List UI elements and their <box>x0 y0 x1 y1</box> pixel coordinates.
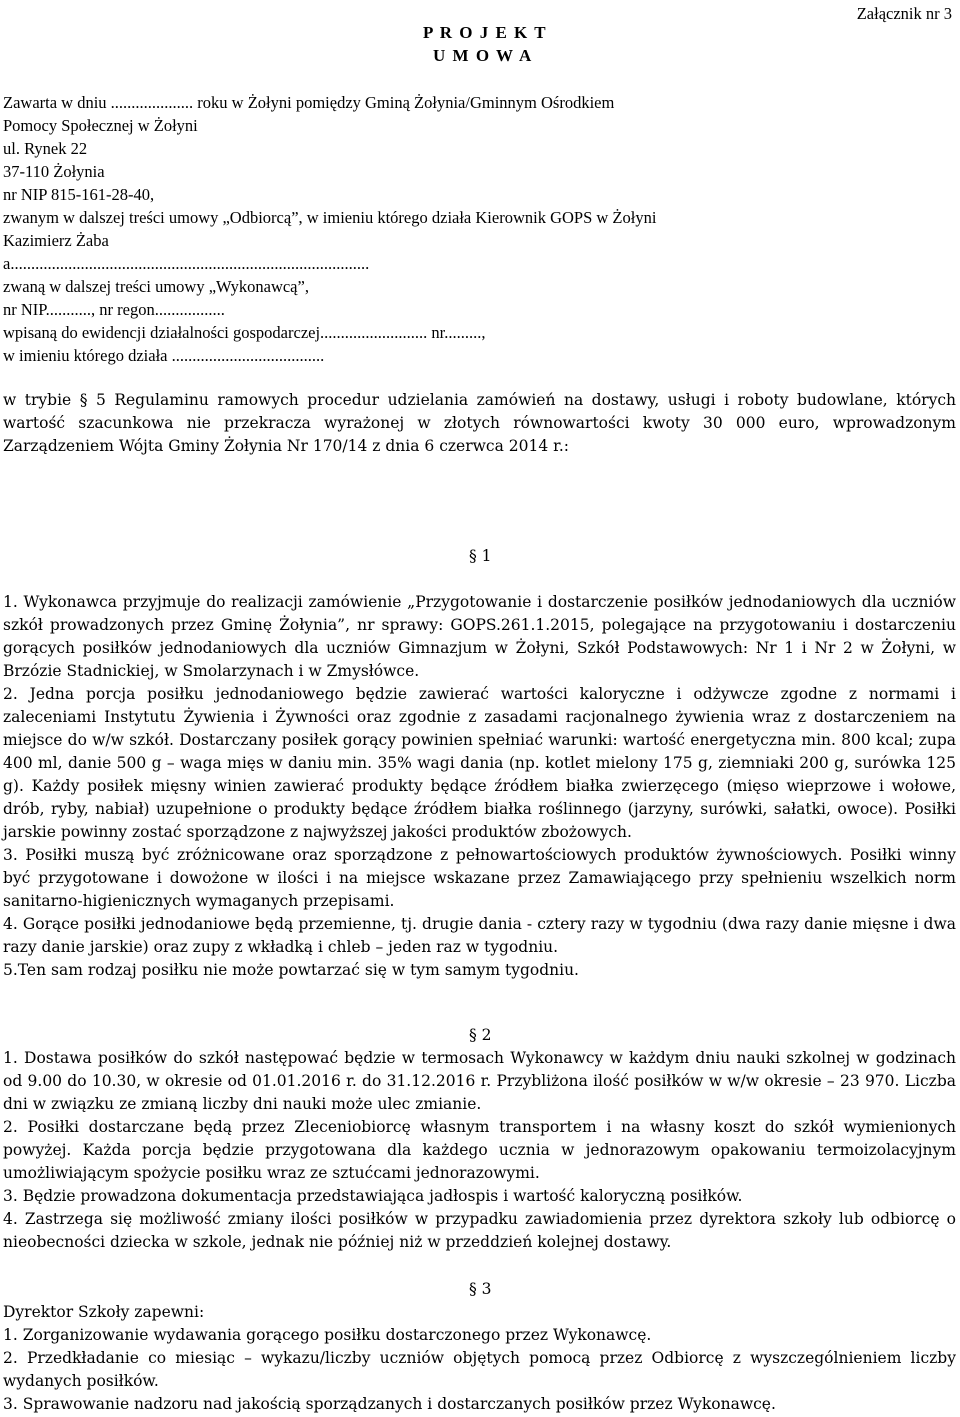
parties-line: Pomocy Społecznej w Żołyni <box>3 116 198 135</box>
section-paragraph: 1. Dostawa posiłków do szkół następować będzie w termosach Wykonawcy w każdym dniu nauki szkolnej w godzinach od 9.00 do 10.30, w okresie od 01.01.2016 r. do 31.12.2016 r. Przybliżona ilość posiłków w w/w okresie – 23 970. Liczba dni w związku ze zmianą liczby dni nauki może ulec zmianie. <box>3 1049 956 1113</box>
parties-line: zwanym w dalszej treści umowy „Odbiorcą”, w imieniu którego działa Kierownik GOPS w Żołyni <box>3 208 657 227</box>
section-3-body <box>3 1301 956 1416</box>
parties-line: Kazimierz Żaba <box>3 231 109 250</box>
parties-block <box>3 91 956 367</box>
section-1-body <box>3 591 956 982</box>
section-paragraph: 1. Wykonawca przyjmuje do realizacji zamówienie „Przygotowanie i dostarczenie posiłków jednodaniowych dla uczniów szkół prowadzonych przez Gminę Żołynia”, nr sprawy: GOPS.261.1.2015, polegające na przygotowaniu i dostarczeniu gorących posiłków jednodaniowych dla uczniów Gimnazjum w Żołyni, Szkół Podstawowych: Nr 1 i Nr 2 w Żołyni, w Brzózie Stadnickiej, w Smolarzynach i w Zmysłówce. <box>3 593 956 680</box>
section-paragraph: 5.Ten sam rodzaj posiłku nie może powtarzać się w tym samym tygodniu. <box>3 961 579 979</box>
section-heading-3: § 3 <box>469 1280 492 1298</box>
intro-text: w trybie § 5 Regulaminu ramowych procedur udzielania zamówień na dostawy, usługi i roboty budowlane, których wartość szacunkowa nie przekracza wyrażonej w złotych równowartości kwoty 30 000 euro, wprowadzonym Zarządzeniem Wójta Gminy Żołynia Nr 170/14 z dnia 6 czerwca 2014 r.: <box>3 391 956 455</box>
attachment-label: Załącznik nr 3 <box>856 4 952 23</box>
section-heading-1: § 1 <box>469 547 492 565</box>
intro-paragraph <box>3 389 956 458</box>
section-paragraph: 2. Jedna porcja posiłku jednodaniowego będzie zawierać wartości kaloryczne i odżywcze zgodne z normami i zaleceniami Instytutu Żywienia i Żywności oraz zgodnie z zasadami racjonalnego żywienia wraz z dostarczeniem na miejsce do w/w szkół. Dostarczany posiłek gorący powinien spełniać warunki: wartość energetyczna min. 800 kcal; zupa 400 ml, danie 500 g – waga mięs w daniu min. 35% wagi dania (np. kotlet mielony 175 g, ziemniaki 200 g, surówka 125 g). Każdy posiłek mięsny winien zawierać produkty będące źródłem białka zwierzęcego (mięso wieprzowe i wołowe, drób, ryby, nabiał) uzupełnione o produkty będące źródłem białka roślinnego (jarzyny, surówki, sałatki, owoce). Posiłki jarskie powinny zostać sporządzone z najwyższej jakości produktów zbożowych. <box>3 685 956 841</box>
parties-line: w imieniu którego działa ..................................... <box>3 346 325 365</box>
section-paragraph: 4. Zastrzega się możliwość zmiany ilości posiłków w przypadku zawiadomienia przez dyrektora szkoły lub odbiorcę o nieobecności dziecka w szkole, jednak nie później niż w przeddzień kolejnej dostawy. <box>3 1210 956 1251</box>
parties-line: Zawarta w dniu .................... roku w Żołyni pomiędzy Gminą Żołynia/Gminnym Ośrodkiem <box>3 93 615 112</box>
parties-line: a....................................................................................... <box>3 254 370 273</box>
section-heading-2: § 2 <box>469 1026 492 1044</box>
title-projekt: P R O J E K T <box>423 23 548 42</box>
parties-line: nr NIP 815-161-28-40, <box>3 185 155 204</box>
section-paragraph: 3. Sprawowanie nadzoru nad jakością sporządzanych i dostarczanych posiłków przez Wykonawcę. <box>3 1395 776 1413</box>
section-2-body <box>3 1047 956 1254</box>
section-paragraph: 1. Zorganizowanie wydawania gorącego posiłku dostarczonego przez Wykonawcę. <box>3 1326 652 1344</box>
section-paragraph: 2. Przedkładanie co miesiąc – wykazu/liczby uczniów objętych pomocą przez Odbiorcę z wyszczególnieniem liczby wydanych posiłków. <box>3 1349 956 1390</box>
parties-line: nr NIP..........., nr regon................. <box>3 300 225 319</box>
section-paragraph: 4. Gorące posiłki jednodaniowe będą przemienne, tj. drugie dania - cztery razy w tygodniu (dwa razy danie mięsne i dwa razy danie jarskie) oraz zupy z wkładką i chleb – jeden raz w tygodniu. <box>3 915 956 956</box>
parties-line: ul. Rynek 22 <box>3 139 88 158</box>
title-umowa: U M O W A <box>433 46 533 65</box>
section-paragraph: 3. Będzie prowadzona dokumentacja przedstawiająca jadłospis i wartość kaloryczną posiłków. <box>3 1187 743 1205</box>
section-paragraph: Dyrektor Szkoły zapewni: <box>3 1303 205 1321</box>
section-paragraph: 2. Posiłki dostarczane będą przez Zleceniobiorcę własnym transportem i na własny koszt do szkół wymienionych powyżej. Każda porcja będzie przygotowana dla każdego ucznia w jednorazowym opakowaniu termoizolacyjnym umożliwiającym spożycie posiłku wraz ze sztućcami jednorazowymi. <box>3 1118 956 1182</box>
parties-line: 37-110 Żołynia <box>3 162 105 181</box>
parties-line: zwaną w dalszej treści umowy „Wykonawcą”, <box>3 277 309 296</box>
parties-line: wpisaną do ewidencji działalności gospodarczej.......................... nr........., <box>3 323 486 342</box>
section-paragraph: 3. Posiłki muszą być zróżnicowane oraz sporządzone z pełnowartościowych produktów żywnościowych. Posiłki winny być przygotowane i dowożone w ilości i na miejsce wskazane przez Zamawiającego przy spełnieniu wszelkich norm sanitarno-higienicznych wymaganych przepisami. <box>3 846 956 910</box>
